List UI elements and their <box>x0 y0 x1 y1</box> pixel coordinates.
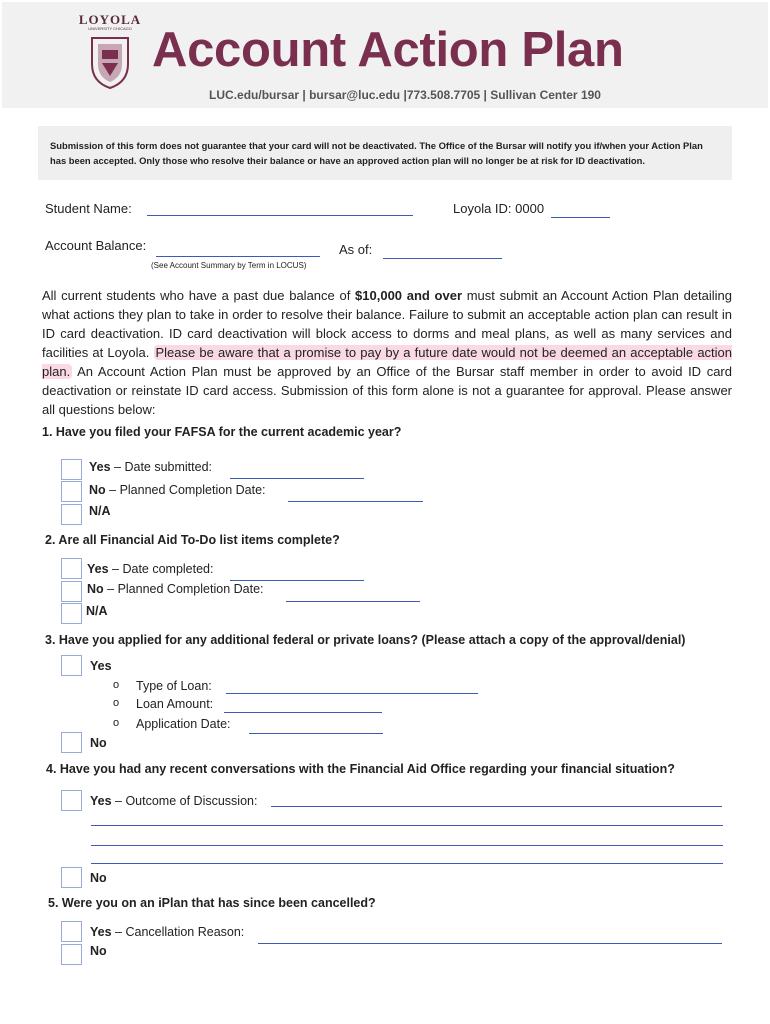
q3-yes-checkbox[interactable] <box>61 655 82 676</box>
q4-yes-detail: – Outcome of Discussion: <box>111 794 258 808</box>
q5-no-label: No <box>90 944 107 958</box>
account-balance-field[interactable] <box>156 256 320 257</box>
q1-na-option <box>89 504 111 518</box>
seal-icon <box>86 34 134 90</box>
header-band <box>2 2 768 108</box>
q5-yes-detail: – Cancellation Reason: <box>111 925 245 939</box>
q2-no-detail: – Planned Completion Date: <box>103 582 264 596</box>
question-1: 1. Have you filed your FAFSA for the current academic year? <box>42 425 402 439</box>
q1-no-option <box>89 483 266 497</box>
q5-cancellation-reason-field[interactable] <box>258 943 722 944</box>
question-2: 2. Are all Financial Aid To-Do list items complete? <box>45 533 340 547</box>
q4-outcome-field-line-4[interactable] <box>91 863 723 864</box>
q2-yes-option <box>87 562 213 576</box>
student-name-label: Student Name: <box>45 201 132 216</box>
q5-yes-option <box>90 925 244 939</box>
bullet-icon: o <box>113 717 120 729</box>
q4-outcome-field-line-2[interactable] <box>91 825 723 826</box>
q3-type-of-loan-field[interactable] <box>226 693 478 694</box>
q3-no-label: No <box>90 736 107 750</box>
q1-yes-option <box>89 460 212 474</box>
q1-na-checkbox[interactable] <box>61 504 82 525</box>
q1-planned-date-field[interactable] <box>288 501 423 502</box>
q2-no-checkbox[interactable] <box>61 581 82 602</box>
q1-no-detail: – Planned Completion Date: <box>105 483 266 497</box>
account-balance-label: Account Balance: <box>45 238 147 253</box>
q4-no-label: No <box>90 871 107 885</box>
q2-yes-label: Yes <box>87 562 109 576</box>
as-of-field[interactable] <box>383 258 502 259</box>
q5-yes-label: Yes <box>90 925 112 939</box>
q4-yes-label: Yes <box>90 794 112 808</box>
q4-outcome-field[interactable] <box>271 806 722 807</box>
q4-yes-checkbox[interactable] <box>61 790 82 811</box>
loyola-id-label: Loyola ID: 0000 <box>453 201 545 216</box>
question-4: 4. Have you had any recent conversations with the Financial Aid Office regarding your financial situation? <box>46 762 675 776</box>
q2-date-completed-field[interactable] <box>230 580 364 581</box>
q5-no-option <box>90 944 107 958</box>
bullet-icon: o <box>113 697 120 709</box>
notice-box: Submission of this form does not guarantee that your card will not be deactivated. The Office of the Bursar will notify you if/when your Action Plan has been accepted. Only those who resolve their balance or have an approved action plan will no longer be at risk for ID deactivation. <box>38 126 732 180</box>
paragraph-text-3: An Account Action Plan must be approved by an Office of the Bursar staff member in order to avoid ID card deactivation or reinstate ID card access. Submission of this form alone is not a guarantee for approval. Please answer all questions below: <box>42 364 732 417</box>
q3-no-option <box>90 736 107 750</box>
q1-yes-checkbox[interactable] <box>61 459 82 480</box>
q2-na-checkbox[interactable] <box>61 603 82 624</box>
q3-no-checkbox[interactable] <box>61 732 82 753</box>
q4-outcome-field-line-3[interactable] <box>91 845 723 846</box>
bullet-icon: o <box>113 679 120 691</box>
account-balance-hint: (See Account Summary by Term in LOCUS) <box>151 261 307 270</box>
q2-no-label: No <box>87 582 104 596</box>
q5-yes-checkbox[interactable] <box>61 921 82 942</box>
paragraph-text-2: must submit an Account Action Plan detailing what actions they plan to take in order to resolve their balance. Failure to submit an acceptable action plan can result in ID card deactivation. ID card deactivation will block access to dorms and meal plans, as well as many services and facilities at Loyola. <box>42 288 732 360</box>
q1-date-submitted-field[interactable] <box>230 478 364 479</box>
logo-subtitle: UNIVERSITY CHICAGO <box>88 26 132 31</box>
q2-yes-detail: – Date completed: <box>108 562 214 576</box>
q2-yes-checkbox[interactable] <box>61 558 82 579</box>
q3-loan-amount-label: Loan Amount: <box>136 697 214 711</box>
page-title: Account Action Plan <box>152 23 624 77</box>
q3-type-of-loan-label: Type of Loan: <box>136 679 212 693</box>
q2-na-label: N/A <box>86 604 108 618</box>
paragraph-bold-amount: $10,000 and over <box>355 288 463 303</box>
q1-yes-detail: – Date submitted: <box>110 460 213 474</box>
loyola-id-field[interactable] <box>551 217 610 218</box>
q4-no-checkbox[interactable] <box>61 867 82 888</box>
as-of-label: As of: <box>339 242 373 257</box>
q2-no-option <box>87 582 264 596</box>
student-name-field[interactable] <box>147 215 413 216</box>
q5-no-checkbox[interactable] <box>61 944 82 965</box>
q3-yes-option <box>90 659 112 673</box>
q4-yes-option <box>90 794 257 808</box>
instructions-paragraph <box>42 286 732 419</box>
q4-no-option <box>90 871 107 885</box>
q2-planned-date-field[interactable] <box>286 601 420 602</box>
paragraph-text: All current students who have a past due balance of <box>42 288 356 303</box>
q2-na-option <box>86 604 108 618</box>
q3-application-date-label: Application Date: <box>136 717 231 731</box>
q1-na-label: N/A <box>89 504 111 518</box>
q1-no-checkbox[interactable] <box>61 481 82 502</box>
question-3: 3. Have you applied for any additional federal or private loans? (Please attach a copy of the approval/denial) <box>45 633 686 647</box>
loyola-logo <box>78 12 142 92</box>
q1-yes-label: Yes <box>89 460 111 474</box>
highlighted-warning: Please be aware that a promise to pay by a future date would not be deemed an acceptable action plan. <box>42 345 733 379</box>
question-5: 5. Were you on an iPlan that has since been cancelled? <box>48 896 376 910</box>
q3-yes-label: Yes <box>90 659 112 673</box>
q1-no-label: No <box>89 483 106 497</box>
contact-info: LUC.edu/bursar | bursar@luc.edu |773.508.7705 | Sullivan Center 190 <box>209 88 601 102</box>
q3-application-date-field[interactable] <box>249 733 383 734</box>
q3-loan-amount-field[interactable] <box>224 712 382 713</box>
logo-wordmark: LOYOLA <box>78 12 142 27</box>
